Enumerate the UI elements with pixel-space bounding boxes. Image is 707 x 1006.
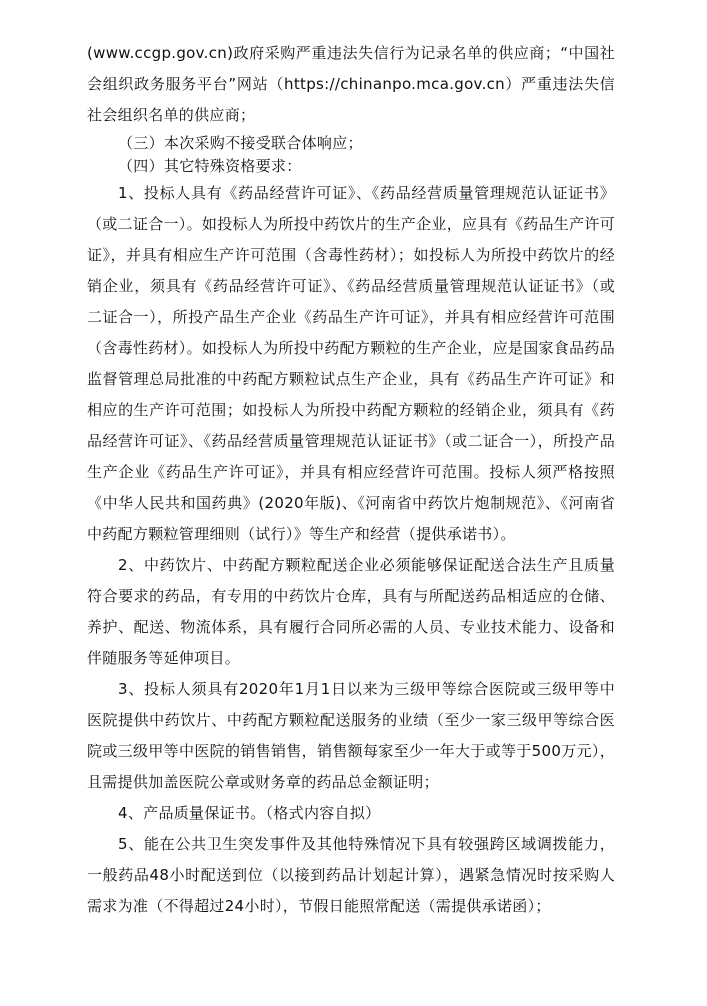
paragraph-blacklist-suppliers: (www.ccgp.gov.cn)政府采购严重违法失信行为记录名单的供应商；“中国社会组织政务服务平台”网站（https://chinanpo.mca.gov.cn）严重违法失信社会组织名单的供应商； (87, 44, 615, 124)
paragraph-requirement-2: 2、中药饮片、中药配方颗粒配送企业必须能够保证配送合法生产且质量符合要求的药品，有专用的中药饮片仓库，具有与所配送药品相适应的仓储、养护、配送、物流体系，具有履行合同所必需的人员、专业技术能力、设备和伴随服务等延伸项目。 (87, 556, 615, 667)
paragraph-no-consortium: （三）本次采购不接受联合体响应； (118, 134, 363, 152)
paragraph-requirement-5: 5、能在公共卫生突发事件及其他特殊情况下具有较强跨区域调拨能力，一般药品48小时配送到位（以接到药品计划起计算），遇紧急情况时按采购人需求为准（不得超过24小时），节假日能照常配送（需提供承诺函）； (87, 835, 615, 915)
paragraph-requirement-1: 1、投标人具有《药品经营许可证》、《药品经营质量管理规范认证证书》（或二证合一）。如投标人为所投中药饮片的生产企业，应具有《药品生产许可证》，并具有相应生产许可范围（含毒性药材）；如投标人为所投中药饮片的经销企业，须具有《药品经营许可证》、《药品经营质量管理规范认证证书》（或二证合一），所投产品生产企业《药品生产许可证》，并具有相应经营许可范围（含毒性药材）。如投标人为所投中药配方颗粒的生产企业，应是国家食品药品监督管理总局批准的中药配方颗粒试点生产企业，具有《药品生产许可证》和相应的生产许可范围；如投标人为所投中药配方颗粒的经销企业，须具有《药品经营许可证》、《药品经营质量管理规范认证证书》（或二证合一），所投产品生产企业《药品生产许可证》，并具有相应经营许可范围。投标人须严格按照《中华人民共和国药典》(2020年版)、《河南省中药饮片炮制规范》、《河南省中药配方颗粒管理细则（试行）》等生产和经营（提供承诺书）。 (87, 184, 616, 543)
paragraph-requirement-3: 3、投标人须具有2020年1月1日以来为三级甲等综合医院或三级甲等中医院提供中药饮片、中药配方颗粒配送服务的业绩（至少一家三级甲等综合医院或三级甲等中医院的销售销售，销售额每家至少一年大于或等于500万元），且需提供加盖医院公章或财务章的药品总金额证明； (87, 680, 615, 791)
paragraph-special-requirements-heading: （四）其它特殊资格要求： (118, 157, 302, 175)
document-body (87, 38, 615, 922)
paragraph-requirement-4: 4、产品质量保证书。（格式内容自拟） (118, 804, 381, 822)
